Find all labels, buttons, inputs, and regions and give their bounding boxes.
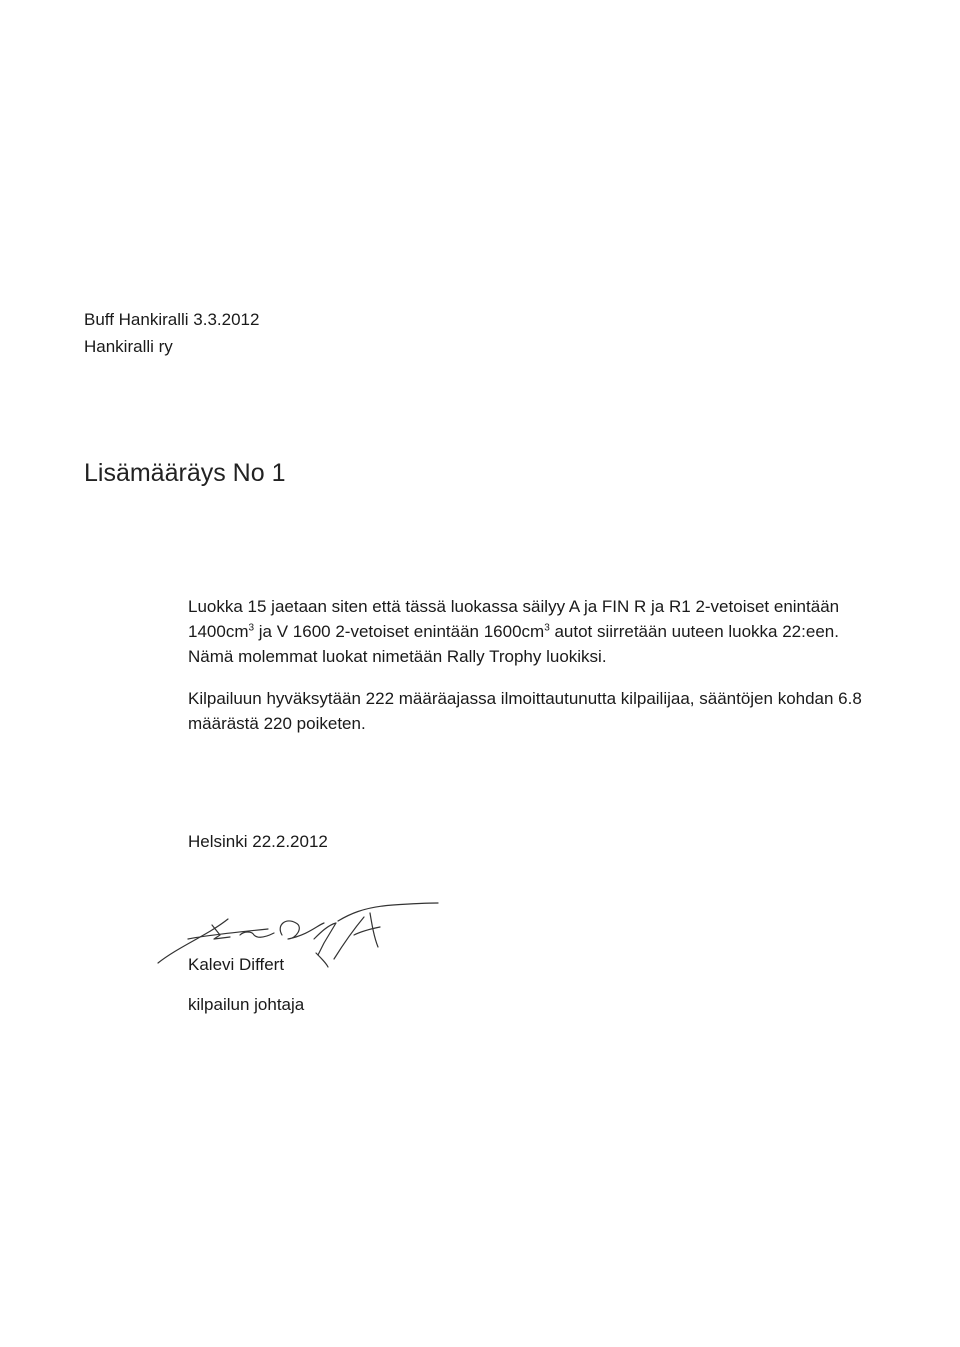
superscript-3: 3 [248, 622, 255, 634]
paragraph1-line3: Nämä molemmat luokat nimetään Rally Trophy luokiksi. [188, 647, 607, 666]
document-title: Lisämääräys No 1 [84, 459, 286, 487]
paragraph1-line2-part-b: ja V 1600 2-vetoiset enintään 1600cm [254, 622, 545, 641]
paragraph2-line2: määrästä 220 poiketen. [188, 714, 366, 733]
paragraph1-line2-part-c: autot siirretään uuteen luokka 22:een. [549, 622, 839, 641]
paragraph1-line2 [188, 619, 839, 644]
signer-role: kilpailun johtaja [188, 995, 305, 1014]
paragraph-class-split [188, 594, 839, 669]
paragraph2-line1: Kilpailuun hyväksytään 222 määräajassa ilmoittautunutta kilpailijaa, sääntöjen kohdan 6.8 [188, 689, 862, 708]
paragraph1-line1: Luokka 15 jaetaan siten että tässä luokassa säilyy A ja FIN R ja R1 2-vetoiset enintään [188, 597, 840, 616]
organizer-name: Hankiralli ry [84, 337, 173, 356]
paragraph-entries [188, 686, 862, 736]
place-and-date: Helsinki 22.2.2012 [188, 832, 328, 851]
superscript-3: 3 [544, 622, 550, 634]
paragraph1-line2-part-a: 1400cm [188, 622, 249, 641]
event-name: Buff Hankiralli 3.3.2012 [84, 310, 260, 329]
signer-name: Kalevi Differt [188, 955, 285, 974]
document-header [84, 306, 259, 360]
